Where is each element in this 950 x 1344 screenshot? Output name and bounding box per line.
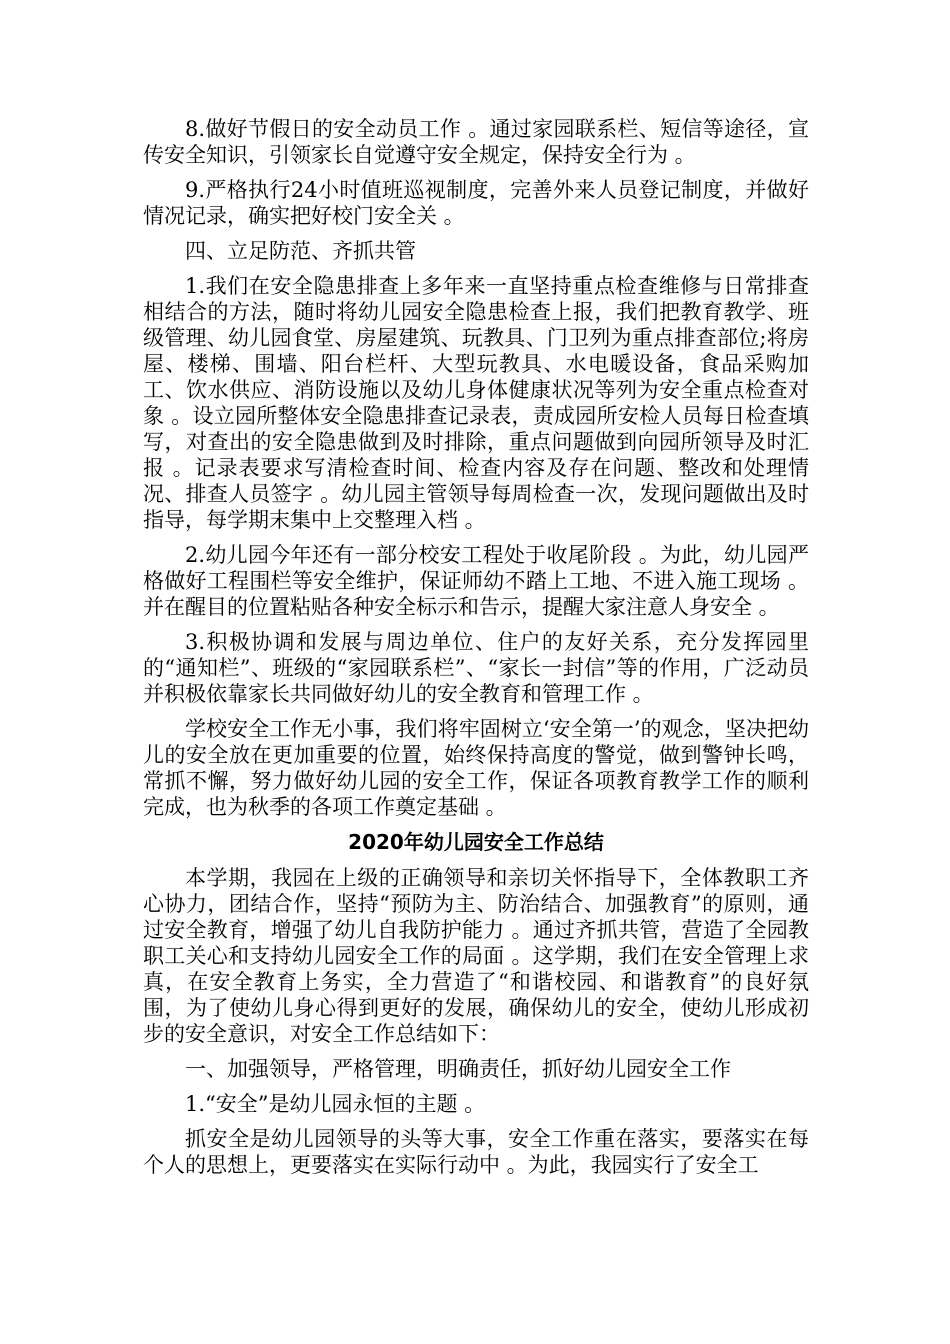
document-page	[143, 116, 809, 1187]
document-title: 2020年幼儿园安全工作总结	[348, 830, 604, 854]
paragraph-community-relations: 3.积极协调和发展与周边单位、住户的友好关系，充分发挥园里的“通知栏”、班级的“家园联系栏”、“家长一封信”等的作用，广泛动员并积极依靠家长共同做好幼儿的安全教育和管理工作 。	[143, 630, 809, 706]
paragraph-conclusion: 学校安全工作无小事，我们将牢固树立‘安全第一’的观念，坚决把幼儿的安全放在更加重要的位置，始终保持高度的警觉，做到警钟长鸣，常抓不懈，努力做好幼儿园的安全工作，保证各项教育教学工作的顺利完成，也为秋季的各项工作奠定基础 。	[143, 717, 809, 819]
paragraph-item-9: 9.严格执行24小时值班巡视制度，完善外来人员登记制度，并做好情况记录，确实把好校门安全关 。	[143, 178, 809, 228]
section-heading-four: 四、立足防范、齐抓共管	[185, 239, 416, 263]
paragraph-safety-theme: 1.“安全”是幼儿园永恒的主题 。	[185, 1092, 486, 1116]
paragraph-construction-safety: 2.幼儿园今年还有一部分校安工程处于收尾阶段 。为此，幼儿园严格做好工程围栏等安全维护，保证师幼不踏上工地、不进入施工现场 。并在醒目的位置粘贴各种安全标示和告示，提醒大家注意人身安全 。	[143, 543, 809, 619]
paragraph-intro: 本学期，我园在上级的正确领导和亲切关怀指导下，全体教职工齐心协力，团结合作，坚持“预防为主、防治结合、加强教育”的原则，通过安全教育，增强了幼儿自我防护能力 。通过齐抓共管，营造了全园教职工关心和支持幼儿园安全工作的局面 。这学期，我们在安全管理上求真，在安全教育上务实，全力营造了“和谐校园、和谐教育”的良好氛围，为了使幼儿身心得到更好的发展，确保幼儿的安全，使幼儿形成初步的安全意识，对安全工作总结如下：	[143, 866, 809, 1046]
paragraph-item-8: 8.做好节假日的安全动员工作 。通过家园联系栏、短信等途径，宣传安全知识，引领家长自觉遵守安全规定，保持安全行为 。	[143, 117, 809, 167]
section-heading-one: 一、加强领导，严格管理，明确责任，抓好幼儿园安全工作	[185, 1057, 731, 1081]
paragraph-hazard-inspection: 1.我们在安全隐患排查上多年来一直坚持重点检查维修与日常排查相结合的方法，随时将幼儿园安全隐患检查上报，我们把教育教学、班级管理、幼儿园食堂、房屋建筑、玩教具、门卫列为重点排查部位;将房屋、楼梯、围墙、阳台栏杆、大型玩教具、水电暖设备，食品采购加工、饮水供应、消防设施以及幼儿身体健康状况等列为安全重点检查对象 。设立园所整体安全隐患排查记录表，责成园所安检人员每日检查填写，对查出的安全隐患做到及时排除，重点问题做到向园所领导及时汇报 。记录表要求写清检查时间、检查内容及存在问题、整改和处理情况、排查人员签字 。幼儿园主管领导每周检查一次，发现问题做出及时指导，每学期末集中上交整理入档 。	[143, 274, 809, 532]
paragraph-leadership: 抓安全是幼儿园领导的头等大事，安全工作重在落实，要落实在每个人的思想上，更要落实在实际行动中 。为此，我园实行了安全工	[143, 1127, 809, 1177]
